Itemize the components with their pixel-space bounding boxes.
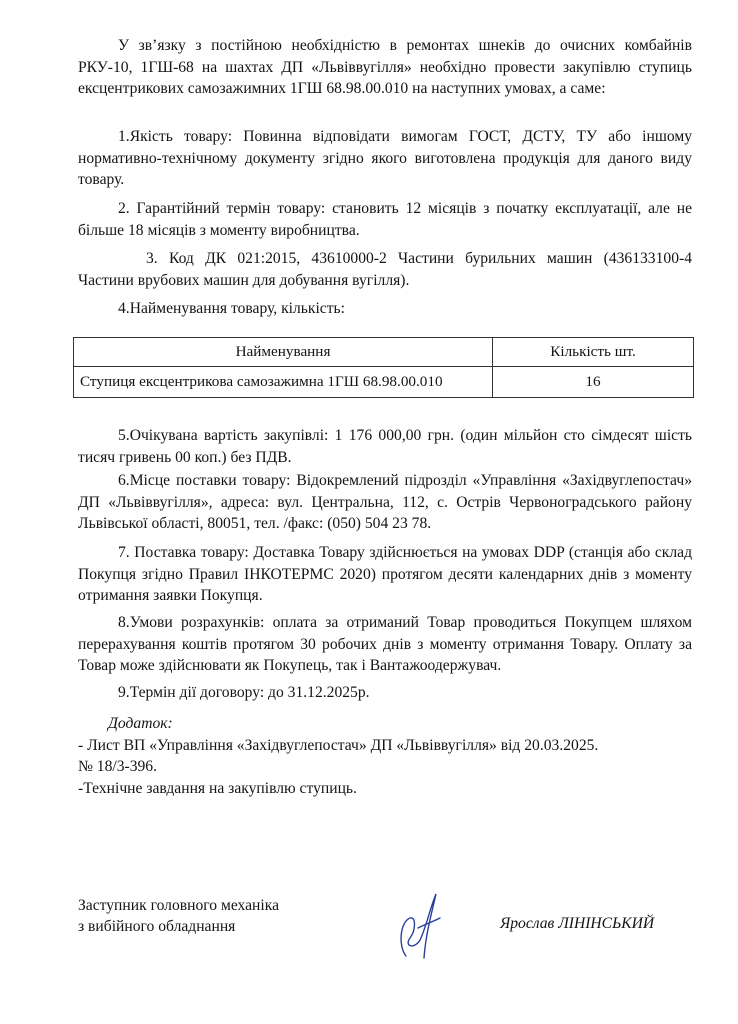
clause-8-payment: 8.Умови розрахунків: оплата за отриманий Товар проводиться Покупцем шляхом перерахування коштів протягом 30 робочих днів з моменту отримання Товару. Оплату за Товар може здійснювати як Покупець, так і Вантажоодержувач. xyxy=(78,614,692,674)
clause-4-goods: 4.Найменування товару, кількість: xyxy=(118,300,345,317)
intro-paragraph: У зв’язку з постійною необхідністю в ремонтах шнеків до очисних комбайнів РКУ-10, 1ГШ-68 на шахтах ДП «Львіввугілля» необхідно провести закупівлю ступиць ексцентрикових самозажимних 1ГШ 68.98.00.010 на наступних умовах, а саме: xyxy=(78,37,692,97)
table-header-row xyxy=(74,338,694,367)
position-line-1: Заступник головного механіка xyxy=(78,897,279,914)
cell-item-name: Ступиця ексцентрикова самозажимна 1ГШ 68.98.00.010 xyxy=(74,367,493,398)
column-header-quantity: Кількість шт. xyxy=(493,338,694,367)
appendix-letter: - Лист ВП «Управління «Західвуглепостач» ДП «Львіввугілля» від 20.03.2025. xyxy=(78,737,599,754)
clause-6-delivery-place: 6.Місце поставки товару: Відокремлений підрозділ «Управління «Західвуглепостач» ДП «Львіввугілля», адреса: вул. Центральна, 112, с. Острів Червоноградського району Львівської області, 80051, тел. /факс: (050) 504 23 78. xyxy=(78,472,692,532)
appendix-letter-number: № 18/3-396. xyxy=(78,758,157,775)
clause-2-warranty: 2. Гарантійний термін товару: становить 12 місяців з початку експлуатації, але не більше 18 місяців з моменту виробництва. xyxy=(78,200,692,239)
clause-3-code: 3. Код ДК 021:2015, 43610000-2 Частини бурильних машин (436133100-4 Частини врубових машин для добування вугілля). xyxy=(78,250,692,289)
clause-9-term: 9.Термін дії договору: до 31.12.2025р. xyxy=(118,684,370,701)
signatory-position xyxy=(78,895,279,937)
signatory-name: Ярослав ЛІНІНСЬКИЙ xyxy=(500,915,655,932)
clause-5-price: 5.Очікувана вартість закупівлі: 1 176 000,00 грн. (один мільйон сто сімдесят шість тисяч гривень 00 коп.) без ПДВ. xyxy=(78,427,692,466)
column-header-name: Найменування xyxy=(74,338,493,367)
clause-1-quality: 1.Якість товару: Повинна відповідати вимогам ГОСТ, ДСТУ, ТУ або іншому нормативно-технічному документу згідно якого виготовлена продукція для даного виду товару. xyxy=(78,128,692,188)
position-line-2: з вибійного обладнання xyxy=(78,918,236,935)
table-row xyxy=(74,367,694,398)
cell-item-quantity: 16 xyxy=(493,367,694,398)
appendix-title: Додаток: xyxy=(108,715,173,732)
goods-table xyxy=(73,337,694,398)
clause-7-delivery-terms: 7. Поставка товару: Доставка Товару здійснюється на умовах DDP (станція або склад Покупця згідно Правил ІНКОТЕРМС 2020) протягом десяти календарних днів з моменту отримання заявки Покупця. xyxy=(78,544,692,604)
appendix-spec: -Технічне завдання на закупівлю ступиць. xyxy=(78,780,357,797)
handwritten-signature xyxy=(392,888,444,964)
